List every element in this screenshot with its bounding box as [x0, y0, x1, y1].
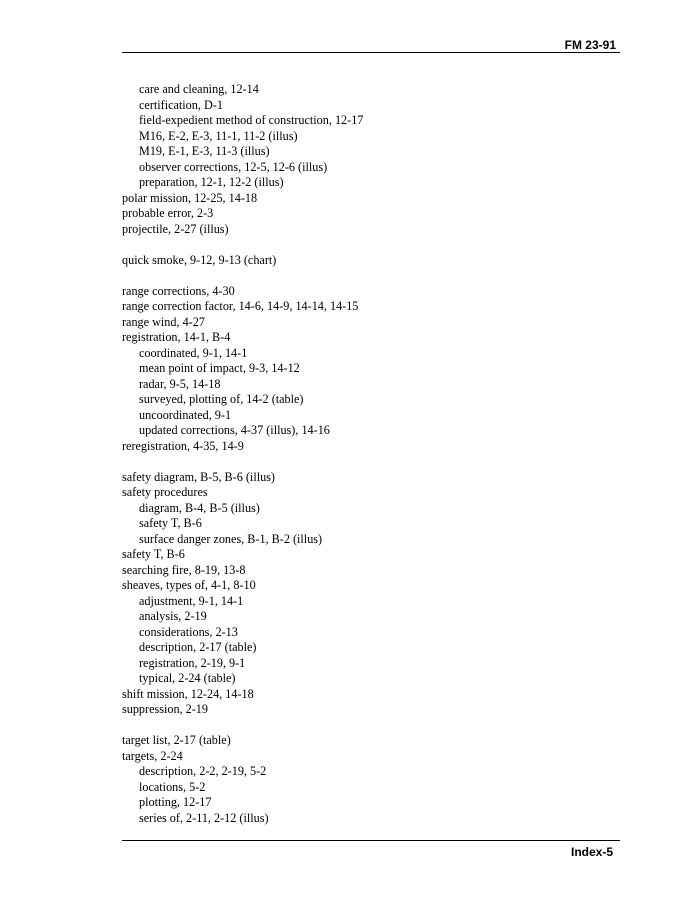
- index-subentry: locations, 5-2: [139, 779, 206, 794]
- footer-divider: [122, 840, 620, 841]
- index-subentry: adjustment, 9-1, 14-1: [139, 593, 244, 608]
- index-subentry: safety T, B-6: [139, 516, 202, 530]
- index-subentry: description, 2-17 (table): [139, 640, 257, 654]
- index-entry: safety procedures: [122, 485, 208, 499]
- index-entry: shift mission, 12-24, 14-18: [122, 686, 254, 701]
- index-subentry: description, 2-2, 2-19, 5-2: [139, 764, 267, 778]
- index-group-gap: [122, 718, 602, 734]
- index-entry: projectile, 2-27 (illus): [122, 221, 229, 236]
- index-subentry: updated corrections, 4-37 (illus), 14-16: [139, 423, 330, 437]
- index-entry: safety T, B-6: [122, 547, 185, 561]
- index-subentry: M16, E-2, E-3, 11-1, 11-2 (illus): [139, 128, 298, 143]
- index-subentry: series of, 2-11, 2-12 (illus): [139, 810, 269, 825]
- index-group-gap: [122, 237, 602, 253]
- index-subentry: mean point of impact, 9-3, 14-12: [139, 361, 300, 375]
- index-subentry: certification, D-1: [139, 97, 223, 112]
- index-subentry: typical, 2-24 (table): [139, 671, 236, 685]
- index-subentry: coordinated, 9-1, 14-1: [139, 345, 248, 360]
- index-entry: sheaves, types of, 4-1, 8-10: [122, 578, 256, 592]
- index-subentry: field-expedient method of construction, 12-17: [139, 113, 364, 127]
- index-subentry: considerations, 2-13: [139, 624, 238, 639]
- index-entry: reregistration, 4-35, 14-9: [122, 438, 244, 453]
- index-entry: range correction factor, 14-6, 14-9, 14-14, 14-15: [122, 299, 359, 313]
- index-subentry: registration, 2-19, 9-1: [139, 655, 246, 670]
- index-entry: probable error, 2-3: [122, 206, 214, 220]
- index-group-gap: [122, 454, 602, 470]
- index-subentry: M19, E-1, E-3, 11-3 (illus): [139, 144, 270, 158]
- index-subentry: preparation, 12-1, 12-2 (illus): [139, 175, 284, 189]
- header-divider: [122, 52, 620, 53]
- index-entry-list: [122, 82, 602, 826]
- page-number: Index-5: [570, 845, 613, 859]
- index-entry: range wind, 4-27: [122, 314, 205, 329]
- index-entry: suppression, 2-19: [122, 702, 208, 716]
- index-group-gap: [122, 268, 602, 284]
- page-header-title: FM 23-91: [564, 38, 616, 52]
- index-subentry: plotting, 12-17: [139, 795, 212, 809]
- index-subentry: radar, 9-5, 14-18: [139, 376, 221, 391]
- index-entry: range corrections, 4-30: [122, 283, 235, 298]
- index-entry: polar mission, 12-25, 14-18: [122, 190, 258, 205]
- index-entry: searching fire, 8-19, 13-8: [122, 562, 246, 577]
- index-subentry: observer corrections, 12-5, 12-6 (illus): [139, 159, 328, 174]
- index-entry: quick smoke, 9-12, 9-13 (chart): [122, 252, 277, 267]
- index-subentry: uncoordinated, 9-1: [139, 407, 232, 422]
- index-subentry: analysis, 2-19: [139, 609, 207, 623]
- index-entry: registration, 14-1, B-4: [122, 330, 231, 344]
- index-entry: safety diagram, B-5, B-6 (illus): [122, 469, 275, 484]
- index-subentry: diagram, B-4, B-5 (illus): [139, 500, 260, 515]
- index-subentry: care and cleaning, 12-14: [139, 82, 259, 96]
- index-entry: target list, 2-17 (table): [122, 733, 231, 747]
- index-subentry: surface danger zones, B-1, B-2 (illus): [139, 531, 323, 546]
- index-entry: targets, 2-24: [122, 748, 183, 763]
- index-subentry: surveyed, plotting of, 14-2 (table): [139, 392, 304, 406]
